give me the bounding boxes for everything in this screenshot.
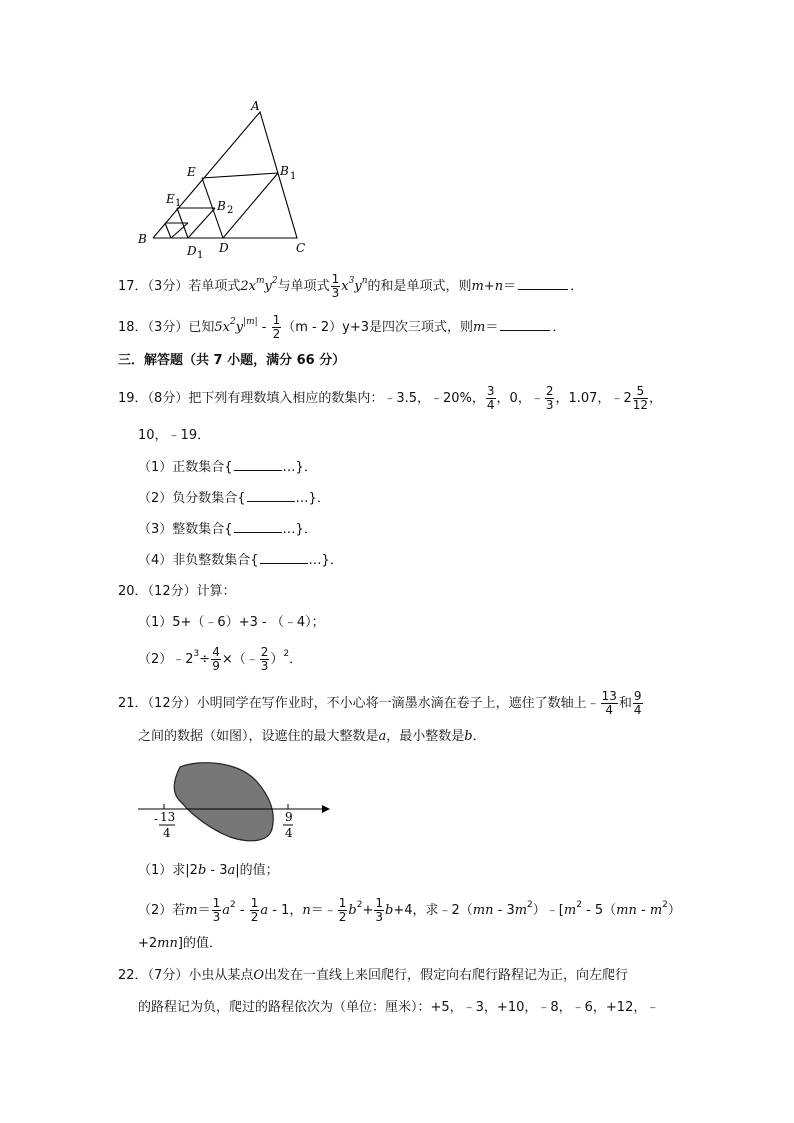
triangle-figure xyxy=(130,95,330,260)
question-19: 19．（8分）把下列有理数填入相应的数集内：﹣3.5，﹣20%， $\frac{3}{4}$ ，0，﹣ $\frac{2}{3}$ ，1.07，﹣2 $\frac{5}{12}$ ， xyxy=(118,384,663,412)
section-title: 三．解答题（共 7 小题，满分 66 分） xyxy=(118,353,346,368)
question-20-part1: （1）5+（﹣6）+3 - （﹣4）； xyxy=(138,615,325,630)
question-20-part2: $(2)﹣2^3\div$ $\frac{4}{9}$ ×（﹣ $\frac{2}{3}$ ）$^2$． xyxy=(138,645,303,673)
answer-blank[interactable] xyxy=(247,489,295,502)
answer-blank[interactable] xyxy=(500,318,550,331)
label-C: C xyxy=(296,241,306,255)
label-D1-sub: 1 xyxy=(197,250,204,260)
question-21-part1: （1）求|2b - 3a|的值； xyxy=(138,863,279,878)
tick-label-left-den: 4 xyxy=(163,826,171,840)
number-line-figure xyxy=(130,755,335,850)
tick-label-right-den: 4 xyxy=(285,826,293,840)
question-21-part2-line2: +2mn]的值． xyxy=(138,936,222,951)
label-D1: D xyxy=(187,244,197,258)
question-22: 22．（7分）小虫从某点O出发在一直线上来回爬行，假定向右爬行路程记为正，向左爬行 xyxy=(118,968,629,983)
question-19-line2: 10，﹣19． xyxy=(138,428,211,443)
answer-blank[interactable] xyxy=(234,458,282,471)
label-E: E xyxy=(187,165,196,179)
question-21-part2: （2）若m＝ $\frac{1}{3}$ $a^2$ - $\frac{1}{2}$ a - 1，n＝﹣ $\frac{1}{2}$ $b^2+$ $\frac{1}{3}$ b+4，求﹣2（mn - $3m^2)﹣[m^2 - 5(mn - m^2)$ xyxy=(138,896,681,924)
label-D: D xyxy=(219,241,229,255)
tick-label-left-sign: - xyxy=(154,812,159,826)
set-nonnegative-integer: （4）非负整数集合{ …}． xyxy=(138,553,343,568)
question-22-line2: 的路程记为负，爬过的路程依次为（单位：厘米）：+5，﹣3，+10，﹣8，﹣6，+12，﹣ xyxy=(138,1000,660,1015)
label-E1-sub: 1 xyxy=(175,198,182,209)
label-B2: B xyxy=(217,199,226,213)
axis-arrow-icon xyxy=(322,805,330,813)
label-B1-sub: 1 xyxy=(290,171,297,182)
label-B2-sub: 2 xyxy=(227,205,234,216)
tick-label-right-num: 9 xyxy=(285,810,293,824)
question-21: 21．（12分）小明同学在写作业时，不小心将一滴墨水滴在卷子上，遮住了数轴上﹣ $\frac{13}{4}$ 和 $\frac{9}{4}$ xyxy=(118,689,642,717)
label-E1: E xyxy=(166,192,175,206)
ink-blot xyxy=(174,763,273,841)
answer-blank[interactable] xyxy=(518,277,568,290)
label-A: A xyxy=(251,99,260,113)
label-B1: B xyxy=(280,164,289,178)
answer-blank[interactable] xyxy=(234,520,282,533)
question-21-line2: 之间的数据（如图），设遮住的最大整数是a，最小整数是b． xyxy=(138,729,486,744)
set-negative-fraction: （2）负分数集合{ …}． xyxy=(138,491,330,506)
question-17: 17．（3分）若单项式$2x^my^2$与单项式 $\frac{1}{3}$ $x^3y^n$的和是单项式，则m+n＝ ． xyxy=(118,272,584,300)
triangle-outline xyxy=(153,112,297,238)
answer-blank[interactable] xyxy=(260,551,308,564)
label-B: B xyxy=(138,232,147,246)
question-20: 20．（12分）计算： xyxy=(118,584,236,599)
question-18: 18．（3分）已知$5x^2y^{|m|}$ - $\frac{1}{2}$ （m - 2）y+3是四次三项式，则m＝ ． xyxy=(118,313,566,341)
tick-label-left-num: 13 xyxy=(160,810,176,824)
set-integer: （3）整数集合{ …}． xyxy=(138,522,317,537)
set-positive: （1）正数集合{ …}． xyxy=(138,460,317,475)
